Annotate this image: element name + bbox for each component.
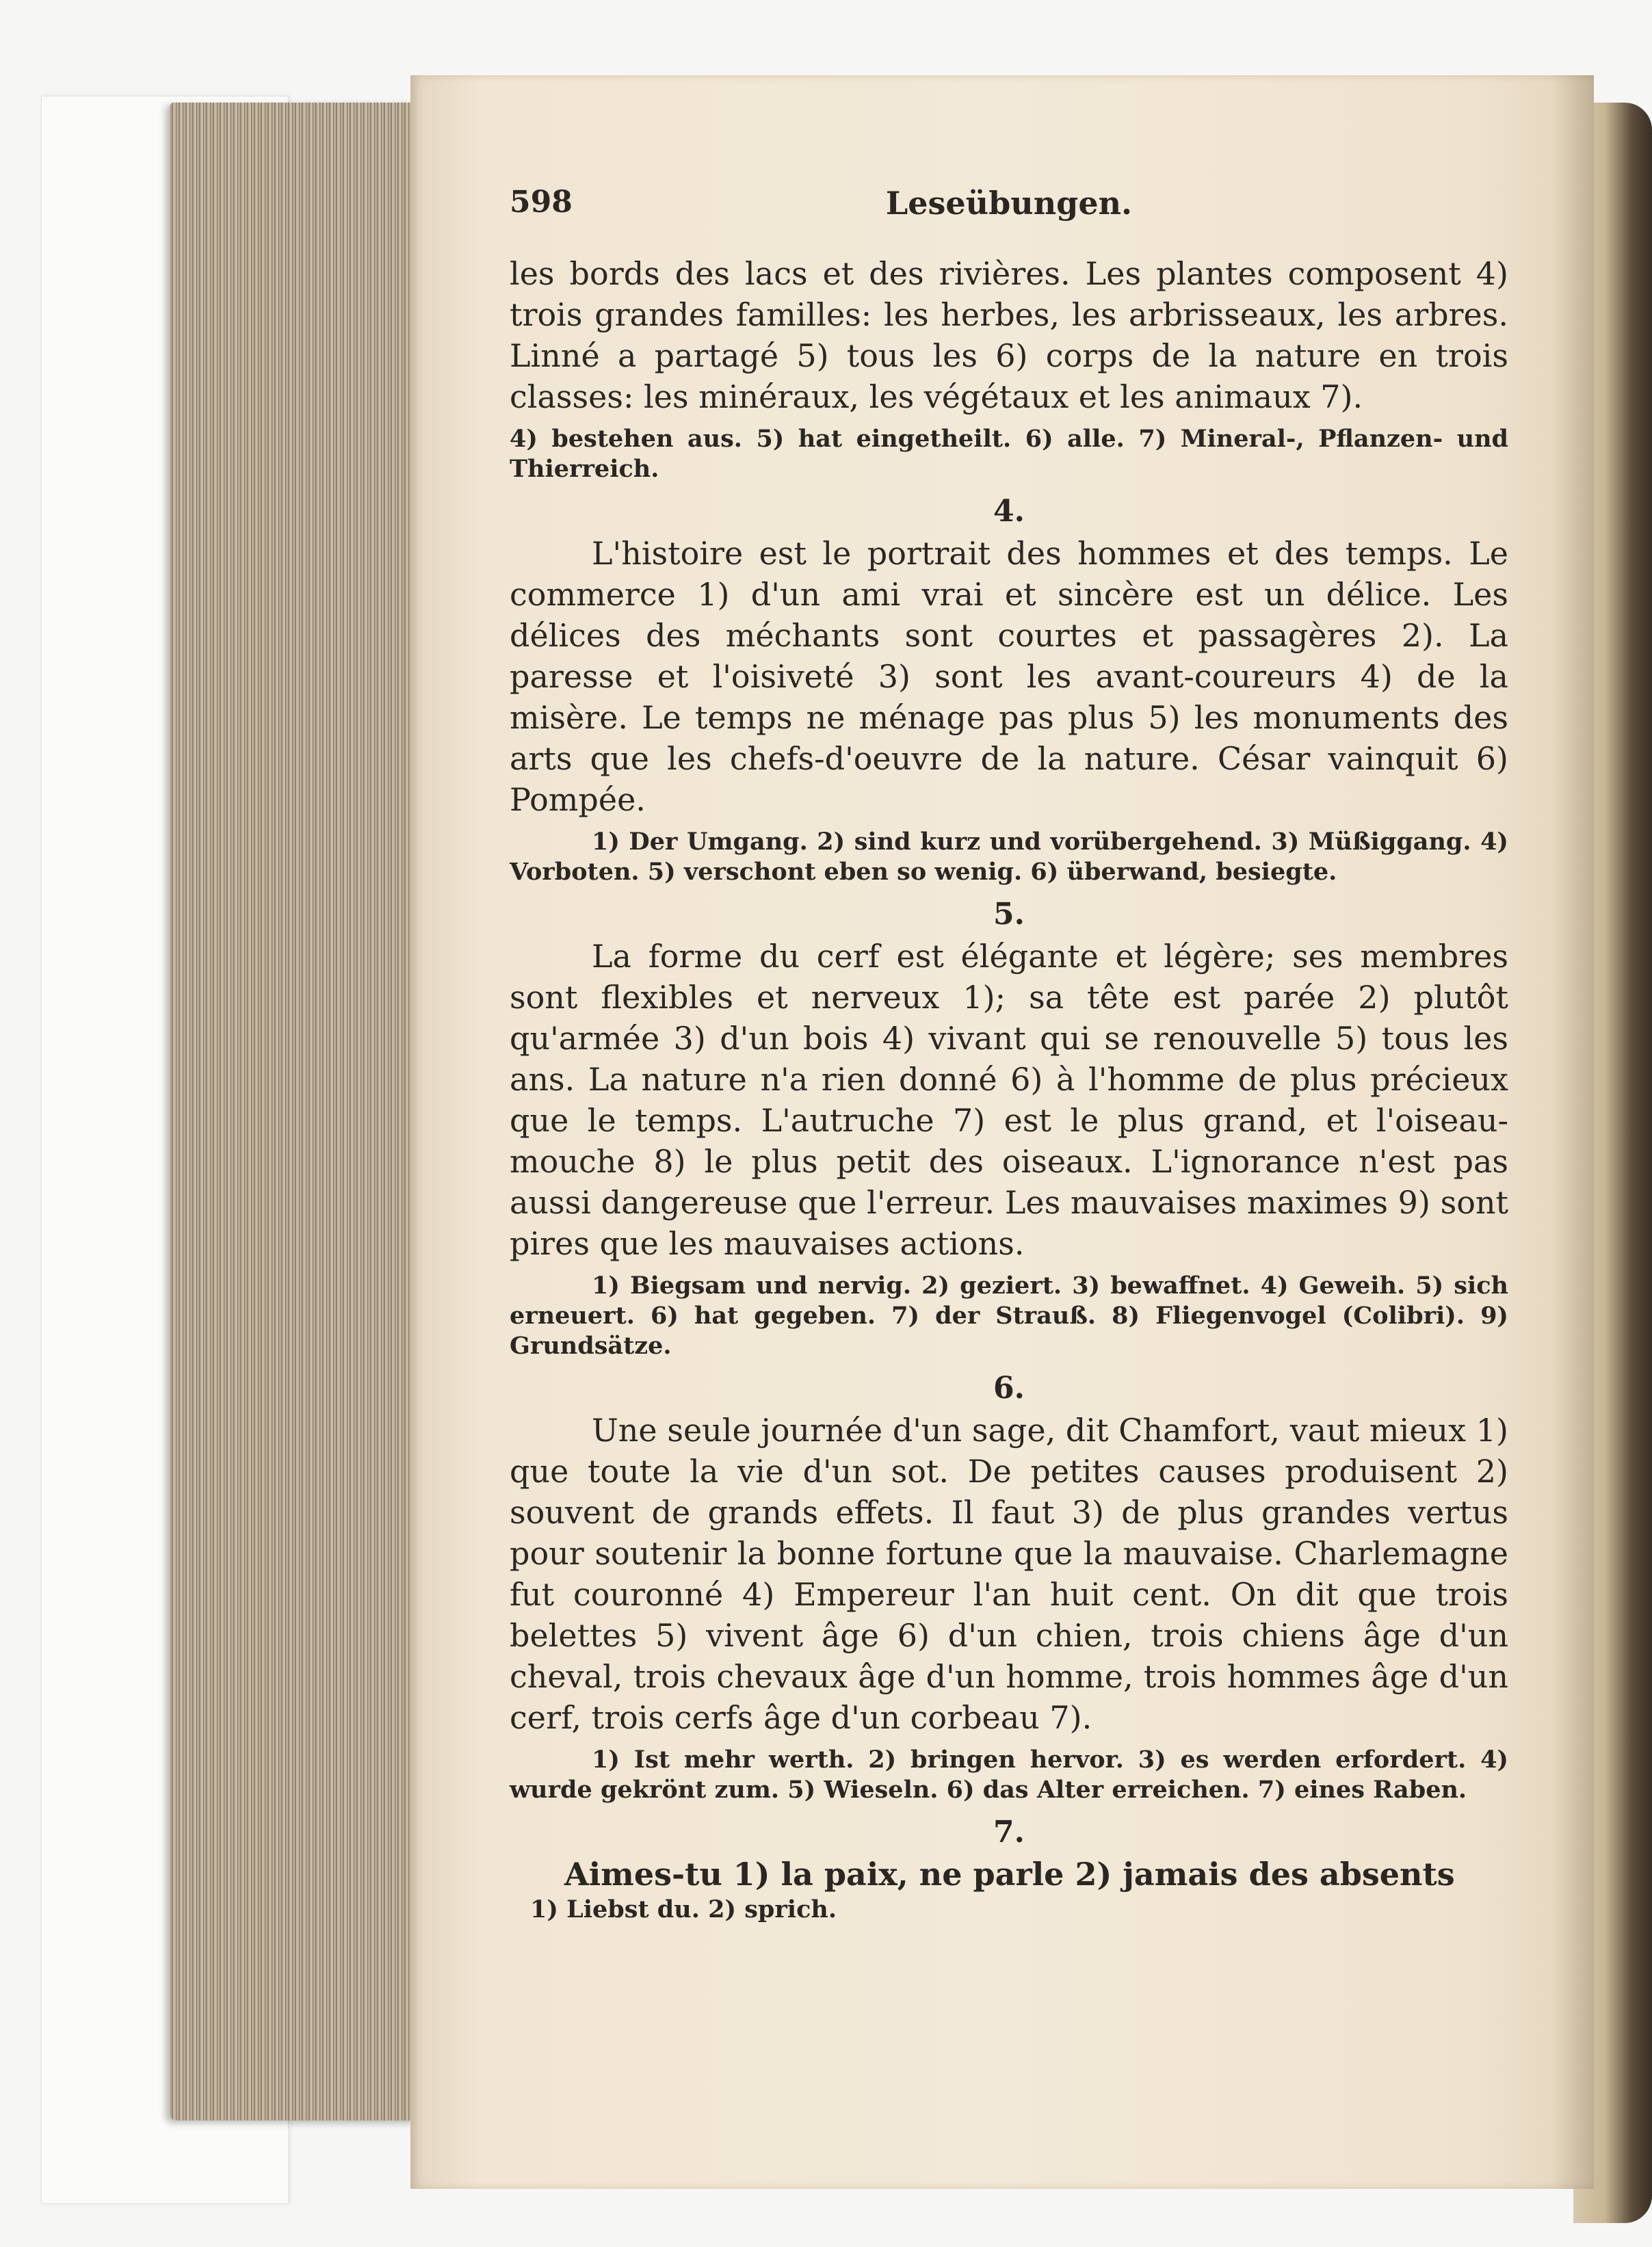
section-footnotes: 1) Biegsam und nervig. 2) geziert. 3) bewaffnet. 4) Geweih. 5) sich erneuert. 6) hat gegeben. 7) der Strauß. 8) Fliegenvogel (Colibri). 9) Grundsätze. bbox=[510, 1272, 1508, 1360]
book-page-edges bbox=[170, 103, 417, 2120]
section-footnotes: 1) Liebst du. 2) sprich. bbox=[530, 1895, 837, 1923]
page-text-block bbox=[510, 185, 1508, 1925]
section-footnotes: 4) bestehen aus. 5) hat eingetheilt. 6) alle. 7) Mineral-, Pflanzen- und Thierreich. bbox=[510, 425, 1508, 483]
section-text: La forme du cerf est élégante et légère; ses membres sont flexibles et nerveux 1); sa tête est parée 2) plutôt qu'armée 3) d'un bois 4) vivant qui se renouvelle 5) tous les ans. La nature n'a rien donné 6) à l'homme de plus précieux que le temps. L'autruche 7) est le plus grand, et l'oiseau-mouche 8) le plus petit des oiseaux. L'ignorance n'est pas aussi dangereuse que l'erreur. Les mauvaises maximes 9) sont pires que les mauvaises actions. bbox=[510, 938, 1508, 1262]
section-number: 7. bbox=[993, 1815, 1025, 1850]
section-text: Une seule journée d'un sage, dit Chamfort, vaut mieux 1) que toute la vie d'un sot. De petites causes produisent 2) souvent de grands effets. Il faut 3) de plus grandes vertus pour soutenir la bonne fortune que la mauvaise. Charlemagne fut couronné 4) Empereur l'an huit cent. On dit que trois belettes 5) vivent âge 6) d'un chien, trois chiens âge d'un cheval, trois chevaux âge d'un homme, trois hommes âge d'un cerf, trois cerfs âge d'un corbeau 7). bbox=[510, 1412, 1508, 1736]
running-head bbox=[510, 185, 1508, 233]
section-footnotes: 1) Der Umgang. 2) sind kurz und vorübergehend. 3) Müßiggang. 4) Vorboten. 5) verschont eben so wenig. 6) überwand, besiegte. bbox=[510, 828, 1508, 886]
section-number: 4. bbox=[993, 494, 1025, 529]
section-number: 5. bbox=[993, 897, 1025, 932]
page-title: Leseübungen. bbox=[885, 185, 1133, 222]
section-number: 6. bbox=[993, 1371, 1025, 1406]
section-footnotes: 1) Ist mehr werth. 2) bringen hervor. 3) es werden erfordert. 4) wurde gekrönt zum. 5) Wieseln. 6) das Alter erreichen. 7) eines Raben. bbox=[510, 1746, 1508, 1804]
page-number: 598 bbox=[510, 185, 573, 220]
section-text: Aimes-tu 1) la paix, ne parle 2) jamais des absents bbox=[564, 1856, 1455, 1893]
section-text: les bords des lacs et des rivières. Les plantes composent 4) trois grandes familles: les herbes, les arbrisseaux, les arbres. Linné a partagé 5) tous les 6) corps de la nature en trois classes: les minéraux, les végétaux et les animaux 7). bbox=[510, 255, 1508, 415]
book-page bbox=[410, 75, 1594, 2189]
section-text: L'histoire est le portrait des hommes et des temps. Le commerce 1) d'un ami vrai et sincère est un délice. Les délices des méchants sont courtes et passagères 2). La paresse et l'oisiveté 3) sont les avant-coureurs 4) de la misère. Le temps ne ménage pas plus 5) les monuments des arts que les chefs-d'oeuvre de la nature. César vainquit 6) Pompée. bbox=[510, 535, 1508, 818]
